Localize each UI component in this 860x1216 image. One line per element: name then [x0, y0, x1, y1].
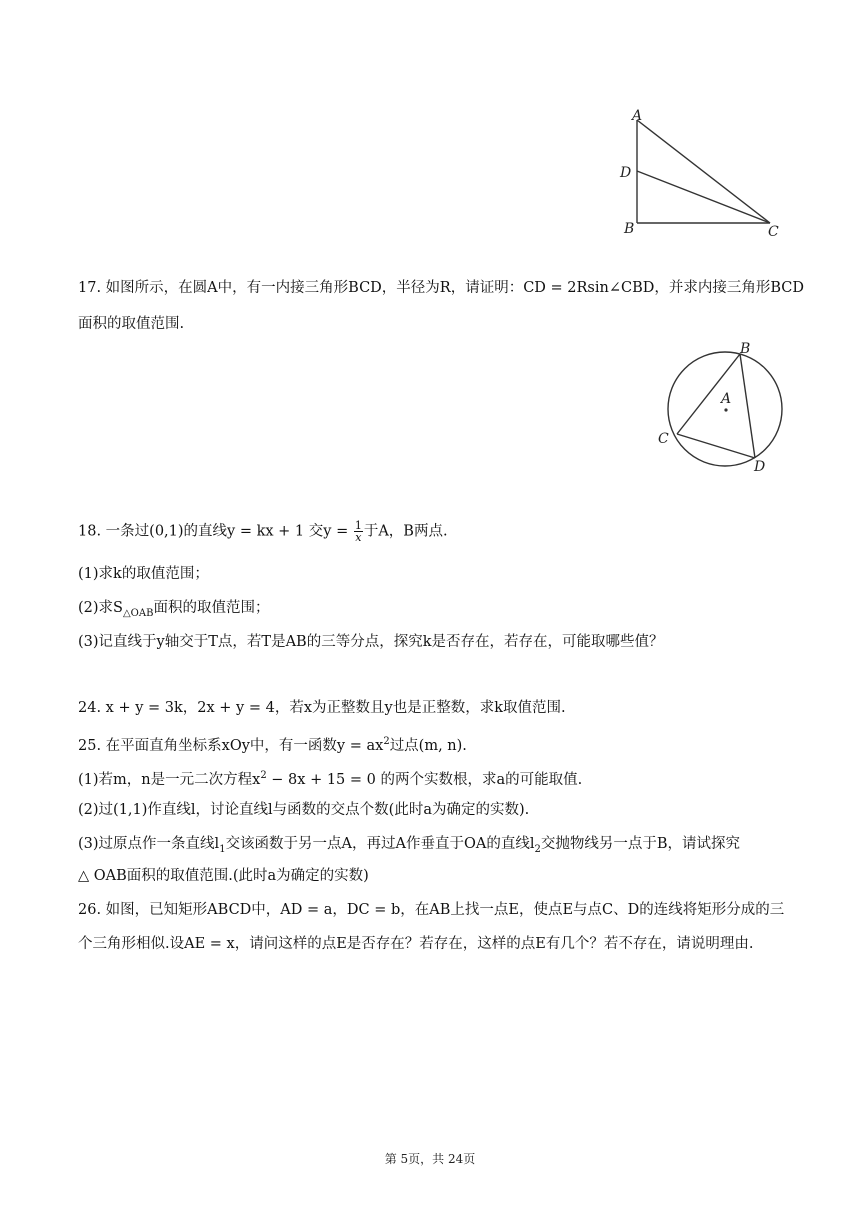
q18-stem [78, 520, 448, 543]
q25-p3-sub1: 1 [219, 843, 226, 855]
label-d: D [620, 165, 632, 181]
q18-p2-post: 面积的取值范围； [153, 600, 270, 616]
label-b: B [624, 221, 635, 237]
label-c2: C [658, 431, 669, 447]
q18-part2 [78, 598, 269, 624]
q18-p2-sub: △OAB [122, 607, 154, 619]
q25-p1-pre: (1)若m，n是一元二次方程x [78, 771, 261, 788]
q25-stem-sup: 2 [383, 736, 390, 747]
q25-stem [78, 732, 467, 756]
q18-stem-post: 于A，B两点. [363, 523, 448, 540]
triangle-figure [610, 105, 810, 245]
q25-p3-a: (3)过原点作一条直线l [78, 836, 220, 852]
q18-frac-num: 1 [354, 519, 362, 532]
q25-stem-post: 过点(m, n). [389, 737, 467, 754]
label-a2: A [721, 391, 732, 407]
q25-stem-pre: 25. 在平面直角坐标系xOy中，有一函数y = ax [78, 737, 384, 754]
q25-p1-post: − 8x + 15 = 0 的两个实数根，求a的可能取值. [266, 771, 583, 788]
page-footer: 第 5页，共 24页 [384, 1152, 476, 1166]
q18-p2-pre: (2)求S [78, 600, 123, 616]
q25-p1-sup: 2 [260, 770, 267, 781]
q18-fraction [354, 520, 363, 543]
q17-line1: 17. 如图所示，在圆A中，有一内接三角形BCD，半径为R，请证明：CD = 2Rsin∠CBD，并求内接三角形BCD [78, 280, 805, 296]
q26-line2: 个三角形相似.设AE = x，请问这样的点E是否存在？若存在，这样的点E有几个？若不存在，请说明理由. [78, 936, 754, 952]
circle-figure [648, 338, 798, 478]
label-b2: B [740, 341, 751, 357]
q25-part3 [78, 834, 740, 860]
q18-stem-pre: 18. 一条过(0,1)的直线y = kx + 1 交y = [78, 523, 353, 540]
label-c: C [768, 224, 779, 240]
q17-line2: 面积的取值范围. [78, 316, 185, 332]
q25-p3-b: 交该函数于另一点A，再过A作垂直于OA的直线l [225, 836, 535, 852]
q18-frac-den: x [355, 531, 362, 544]
q25-p3-sub2: 2 [534, 843, 541, 855]
q25-p3-c: 交抛物线另一点于B，请试探究 [540, 836, 741, 852]
q25-part3-line2: △ OAB面积的取值范围.(此时a为确定的实数) [78, 868, 369, 884]
q25-part1 [78, 766, 582, 790]
q24-text: 24. x + y = 3k，2x + y = 4，若x为正整数且y也是正整数，求k取值范围. [78, 700, 566, 716]
q25-part2: (2)过(1,1)作直线l，讨论直线l与函数的交点个数(此时a为确定的实数). [78, 802, 530, 818]
label-d2: D [754, 459, 766, 475]
q18-part1: (1)求k的取值范围； [78, 566, 209, 582]
q18-part3: (3)记直线于y轴交于T点，若T是AB的三等分点，探究k是否存在，若存在，可能取哪些值？ [78, 634, 664, 650]
label-a: A [632, 108, 643, 124]
q26-line1: 26. 如图，已知矩形ABCD中，AD = a，DC = b，在AB上找一点E，使点E与点C、D的连线将矩形分成的三 [78, 902, 785, 918]
